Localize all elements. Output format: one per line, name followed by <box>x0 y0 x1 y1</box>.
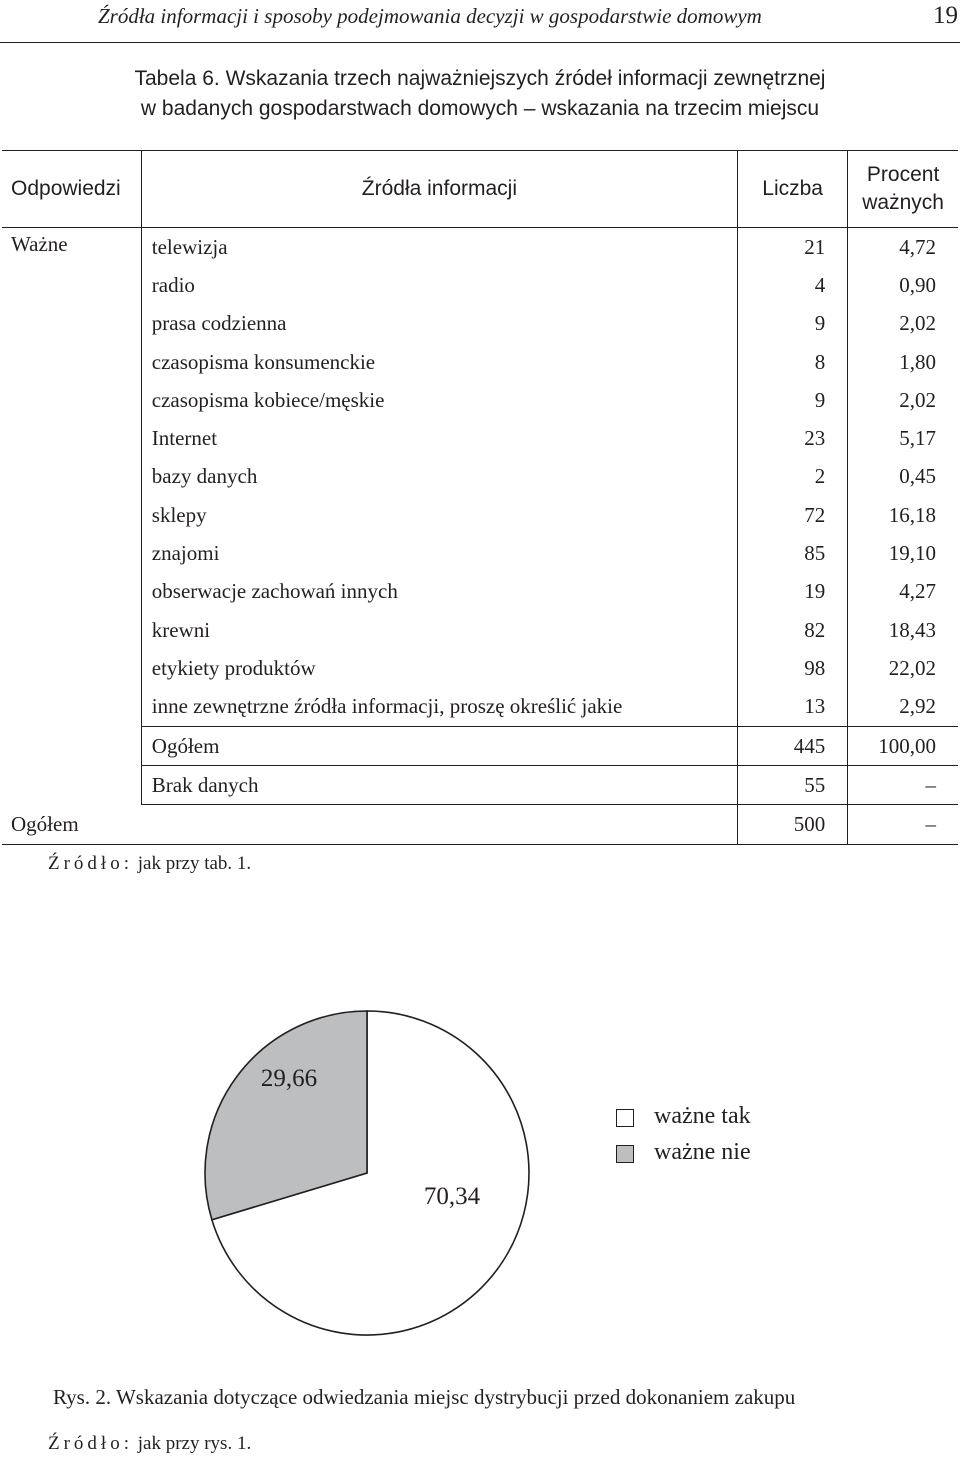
pie-slice-label: 29,66 <box>260 1065 318 1092</box>
cell-count: 85 <box>738 534 848 572</box>
table-source-label: Źródło: <box>48 853 133 874</box>
cell-percent: 19,10 <box>888 541 936 566</box>
table-row <box>2 343 958 381</box>
table-row-total <box>2 805 958 844</box>
column-header-sources: Źródła informacji <box>141 151 737 228</box>
cell-percent: 2,02 <box>899 387 936 412</box>
cell-count: 13 <box>738 688 848 727</box>
cell-count: 9 <box>738 305 848 343</box>
column-header-count: Liczba <box>738 151 848 228</box>
cell-total-count: 500 <box>738 805 848 844</box>
cell-count: 72 <box>738 496 848 534</box>
cell-source: obserwacje zachowań innych <box>141 573 737 611</box>
cell-subtotal-percent: 100,00 <box>848 726 958 765</box>
row-group-label: Ważne <box>2 228 141 805</box>
cell-count: 82 <box>738 611 848 649</box>
cell-count: 4 <box>738 266 848 304</box>
table-header-row <box>2 151 958 228</box>
cell-percent: 22,02 <box>888 655 936 680</box>
cell-percent: 18,43 <box>888 617 936 642</box>
table-row <box>2 611 958 649</box>
legend-swatch-no <box>616 1145 634 1163</box>
cell-subtotal-count: 445 <box>738 726 848 765</box>
legend-swatch-yes <box>616 1109 634 1127</box>
page-number: 19 <box>933 2 958 29</box>
pie-slice-label: 70,34 <box>423 1183 481 1210</box>
cell-percent: 2,02 <box>899 311 936 336</box>
figure-source-note <box>48 1433 251 1455</box>
cell-source: inne zewnętrzne źródła informacji, proszę określić jakie <box>141 688 737 727</box>
table-row <box>2 496 958 534</box>
table-row <box>2 534 958 572</box>
cell-count: 19 <box>738 573 848 611</box>
table-row <box>2 381 958 419</box>
table-caption-line-1: Tabela 6. Wskazania trzech najważniejszych źródeł informacji zewnętrznej <box>134 67 826 90</box>
legend-label-no: ważne nie <box>654 1139 751 1165</box>
table-row <box>2 649 958 687</box>
figure-source-label: Źródło: <box>48 1433 133 1454</box>
cell-missing-label: Brak danych <box>141 766 737 805</box>
cell-source: telewizja <box>141 228 737 267</box>
cell-total-label: Ogółem <box>2 805 738 844</box>
cell-count: 23 <box>738 419 848 457</box>
table-row <box>2 458 958 496</box>
table-row <box>2 688 958 727</box>
table-caption <box>0 64 960 124</box>
cell-missing-percent: – <box>848 766 958 805</box>
figure-source-text: jak przy rys. 1. <box>133 1433 252 1454</box>
cell-percent: 5,17 <box>899 426 936 451</box>
table-row-missing <box>2 766 958 805</box>
table-row <box>2 419 958 457</box>
cell-count: 21 <box>738 228 848 267</box>
figure-caption: Rys. 2. Wskazania dotyczące odwiedzania miejsc dystrybucji przed dokonaniem zakupu <box>53 1385 796 1409</box>
column-header-percent <box>848 151 958 228</box>
column-header-answers: Odpowiedzi <box>2 151 141 228</box>
table-row <box>2 228 958 267</box>
cell-count: 2 <box>738 458 848 496</box>
cell-source: krewni <box>141 611 737 649</box>
cell-percent: 0,90 <box>899 272 936 297</box>
cell-subtotal-label: Ogółem <box>141 726 737 765</box>
table-row <box>2 573 958 611</box>
cell-count: 8 <box>738 343 848 381</box>
cell-percent: 0,45 <box>899 464 936 489</box>
cell-total-percent: – <box>848 805 958 844</box>
cell-percent: 2,92 <box>899 694 936 719</box>
cell-source: radio <box>141 266 737 304</box>
table-caption-line-2: w badanych gospodarstwach domowych – wskazania na trzecim miejscu <box>140 97 820 120</box>
table-source-note <box>48 853 251 875</box>
cell-source: czasopisma konsumenckie <box>141 343 737 381</box>
sources-table <box>2 150 958 845</box>
cell-source: bazy danych <box>141 458 737 496</box>
cell-percent: 4,27 <box>899 579 936 604</box>
table-row-subtotal <box>2 726 958 765</box>
cell-source: sklepy <box>141 496 737 534</box>
legend-label-yes: ważne tak <box>654 1103 751 1129</box>
cell-count: 9 <box>738 381 848 419</box>
table-row <box>2 305 958 343</box>
table-source-text: jak przy tab. 1. <box>133 853 252 874</box>
table-row <box>2 266 958 304</box>
cell-percent: 4,72 <box>899 234 936 259</box>
cell-source: znajomi <box>141 534 737 572</box>
cell-source: czasopisma kobiece/męskie <box>141 381 737 419</box>
pie-chart <box>0 950 960 1370</box>
cell-missing-count: 55 <box>738 766 848 805</box>
running-header <box>0 0 960 43</box>
cell-percent: 16,18 <box>888 502 936 527</box>
cell-source: etykiety produktów <box>141 649 737 687</box>
cell-percent: 1,80 <box>899 349 936 374</box>
cell-source: prasa codzienna <box>141 305 737 343</box>
running-title: Źródła informacji i sposoby podejmowania decyzji w gospodarstwie domowym <box>98 4 762 28</box>
column-header-percent-line-1: Procent <box>866 163 940 186</box>
cell-source: Internet <box>141 419 737 457</box>
cell-count: 98 <box>738 649 848 687</box>
column-header-percent-line-2: ważnych <box>862 191 944 214</box>
